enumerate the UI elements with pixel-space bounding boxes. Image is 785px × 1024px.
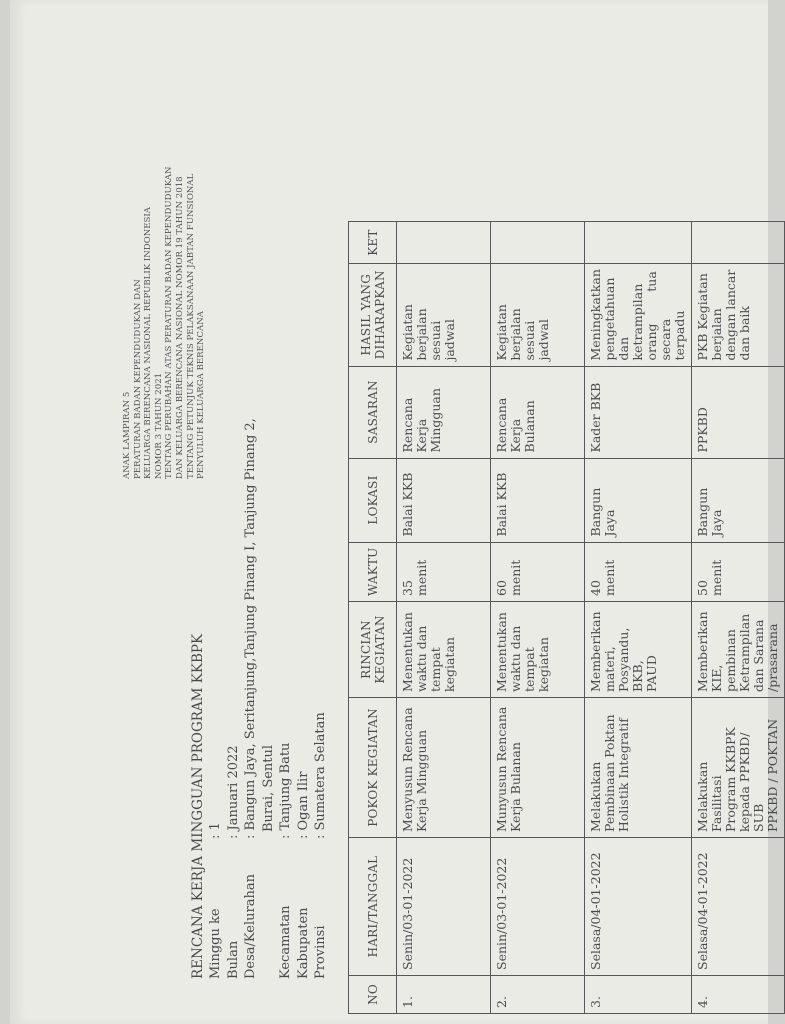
table-row [585, 222, 692, 1014]
cell-pokok-kegiatan [692, 698, 785, 838]
cell-hari-tanggal: Selasa/04-01-2022 [585, 838, 692, 976]
cell-line: ketrampilan [630, 283, 645, 361]
meta-value: : Januari 2022 [225, 745, 241, 839]
meta-value: : Bangun Jaya, Seritanjung,Tanjung Pinang I, Tanjung Pinang 2, [243, 418, 258, 839]
cell-line: Kegiatan [494, 304, 509, 361]
cell-line: Menentukan [494, 612, 509, 692]
meta-value: : Sumatera Selatan [313, 712, 328, 839]
header-line: DAN KELUARGA BERENCANA NASIONAL NOMOR 19 TAHUN 2018 [174, 176, 185, 479]
table-row [692, 222, 785, 1014]
cell-waktu: 35 menit [397, 542, 491, 601]
cell-line: tempat kegiatan [428, 637, 457, 692]
cell-line: PPKBD / POKTAN [765, 718, 780, 832]
cell-sasaran [585, 366, 692, 458]
table-row [491, 222, 585, 1014]
cell-line: Melakukan [588, 761, 603, 832]
header-line: TENTANG PERUBAHAN ATAS PERATURAN BADAN KEPENDUDUKAN [164, 166, 175, 479]
cell-line: secara terpadu [658, 310, 687, 361]
header-line: HASIL YANG [358, 273, 373, 356]
meta-value: : 1 [208, 822, 223, 839]
cell-line: Kerja [508, 418, 523, 453]
cell-no: 2. [491, 976, 585, 1014]
cell-line: waktu dan [508, 625, 523, 692]
cell-line: jadwal [536, 319, 551, 361]
header-ket: KET [349, 222, 397, 264]
cell-waktu: 40 menit [585, 542, 692, 601]
meta-row-kecamatan [277, 179, 295, 979]
meta-row-provinsi [312, 179, 330, 979]
cell-line: Melakukan Fasilitasi [695, 761, 724, 832]
cell-lokasi: Bangun Jaya [692, 458, 785, 542]
cell-hari-tanggal: Senin/03-01-2022 [491, 838, 585, 976]
document-page [10, 0, 778, 1024]
header-hasil [349, 264, 397, 366]
cell-ket [585, 222, 692, 264]
cell-line: tempat kegiatan [522, 637, 551, 692]
cell-line: Meningkatkan [588, 269, 603, 361]
meta-value-continued: Burai, Sentul [260, 744, 276, 832]
cell-rincian-kegiatan [491, 602, 585, 698]
cell-line: Program KKBPK [723, 727, 738, 832]
cell-hari-tanggal: Senin/03-01-2022 [397, 838, 491, 976]
cell-line: Ketrampilan [737, 613, 752, 692]
header-lokasi: LOKASI [349, 458, 397, 542]
cell-line: Pembinaan Poktan [602, 714, 617, 832]
cell-ket [397, 222, 491, 264]
cell-lokasi: Balai KKB [397, 458, 491, 542]
cell-line: berjalan [709, 308, 724, 361]
cell-hasil [692, 264, 785, 366]
meta-label: Desa/Kelurahan [243, 874, 258, 979]
cell-line: PPKBD [695, 407, 710, 453]
meta-row-desa [242, 179, 277, 979]
cell-rincian-kegiatan [397, 602, 491, 698]
cell-line: jadwal [442, 319, 457, 361]
meta-row-kabupaten [295, 179, 313, 979]
cell-line: Rencana Kerja [400, 397, 429, 453]
header-rincian-kegiatan [349, 602, 397, 698]
cell-waktu: 60 menit [491, 542, 585, 601]
cell-line: berjalan sesuai [508, 308, 537, 361]
cell-rincian-kegiatan [585, 602, 692, 698]
cell-line: /prasarana [765, 623, 780, 692]
header-line: RINCIAN [358, 620, 373, 679]
meta-label: Provinsi [313, 925, 328, 979]
header-no: NO [349, 976, 397, 1014]
cell-line: dan Sarana [751, 619, 766, 692]
cell-line: Menyusun Rencana [400, 707, 415, 832]
meta-label: Bulan [225, 940, 241, 979]
cell-line: dengan lancar [723, 269, 738, 361]
cell-line: Bulanan [522, 400, 537, 453]
meta-value-group [242, 179, 277, 839]
cell-line: Kegiatan [400, 304, 415, 361]
cell-lokasi: Balai KKB [491, 458, 585, 542]
header-line: KEGIATAN [372, 615, 387, 684]
header-pokok-kegiatan: POKOK KEGIATAN [349, 698, 397, 838]
cell-line: berjalan sesuai [414, 308, 443, 361]
header-line: NOMOR 3 TAHUN 2021 [153, 372, 164, 479]
cell-line: Memberikan [588, 611, 603, 692]
cell-line: waktu dan [414, 625, 429, 692]
meta-row-minggu [207, 179, 225, 979]
cell-rincian-kegiatan [692, 602, 785, 698]
meta-value: : Ogan Ilir [295, 771, 311, 839]
cell-pokok-kegiatan [491, 698, 585, 838]
cell-no: 3. [585, 976, 692, 1014]
meta-label: Kabupaten [295, 907, 311, 979]
table-row [397, 222, 491, 1014]
meta-label: Kecamatan [278, 905, 293, 979]
cell-no: 4. [692, 976, 785, 1014]
header-line: KELUARGA BERENCANA NASIONAL REPUBLIK INDONESIA [143, 206, 154, 479]
cell-line: dan baik [737, 306, 752, 361]
cell-line: Menentukan [400, 612, 415, 692]
meta-label: Minggu ke [208, 908, 223, 979]
meta-value: : Tanjung Batu [278, 742, 293, 839]
cell-sasaran [491, 366, 585, 458]
header-sasaran: SASARAN [349, 366, 397, 458]
work-plan-table [348, 221, 785, 1014]
cell-line: Memberikan [695, 611, 710, 692]
cell-ket [491, 222, 585, 264]
metadata-block [207, 179, 330, 979]
cell-waktu: 50 menit [692, 542, 785, 601]
cell-line: Munyusun Rencana [494, 706, 509, 832]
header-line: DIHARAPKAN [372, 270, 387, 360]
cell-line: Kerja Mingguan [414, 729, 429, 832]
meta-row-bulan [225, 179, 243, 979]
cell-line: Holistik Integratif [616, 718, 631, 832]
cell-pokok-kegiatan [397, 698, 491, 838]
cell-pokok-kegiatan [585, 698, 692, 838]
cell-line: PAUD [644, 655, 659, 692]
header-waktu: WAKTU [349, 542, 397, 601]
cell-line: dan [616, 337, 631, 361]
scanned-paper [10, 0, 780, 1024]
cell-line: pengetahuan [602, 277, 617, 361]
cell-hasil [397, 264, 491, 366]
cell-line: PKB Kegiatan [695, 273, 710, 361]
cell-line: KIE, pembinan [709, 629, 738, 692]
cell-line: Kader BKB [588, 382, 603, 453]
cell-hasil [491, 264, 585, 366]
cell-line: orang tua [644, 271, 659, 361]
cell-line: Kerja Bulanan [508, 742, 523, 832]
header-line: ANAK LAMPIRAN 5 [122, 391, 132, 479]
cell-line: Mingguan [428, 388, 443, 453]
cell-hasil [585, 264, 692, 366]
cell-line: Posyandu, BKB, [616, 627, 645, 692]
cell-sasaran [692, 366, 785, 458]
cell-lokasi: Bangun Jaya [585, 458, 692, 542]
cell-line: materi, [602, 646, 617, 692]
cell-line: Rencana [494, 397, 509, 453]
header-line: PENYULUH KELUARGA BERENCANA [196, 311, 207, 479]
cell-ket [692, 222, 785, 264]
table-header-row [349, 222, 397, 1014]
cell-line: kepada PPKBD/ SUB [737, 732, 766, 832]
cell-hari-tanggal: Selasa/04-01-2022 [692, 838, 785, 976]
cell-sasaran [397, 366, 491, 458]
header-line: TENTANG PETUNJUK TEKNIS PELAKSANAAN JABTAN FUNSIONAL [185, 173, 196, 479]
attachment-header [122, 9, 207, 479]
header-line: PERATURAN BADAN KEPENDUDUKAN DAN [132, 279, 143, 479]
header-hari-tanggal: HARI/TANGGAL [349, 838, 397, 976]
document-title: RENCANA KERJA MINGGUAN PROGRAM KKBPK [190, 633, 206, 979]
cell-no: 1. [397, 976, 491, 1014]
